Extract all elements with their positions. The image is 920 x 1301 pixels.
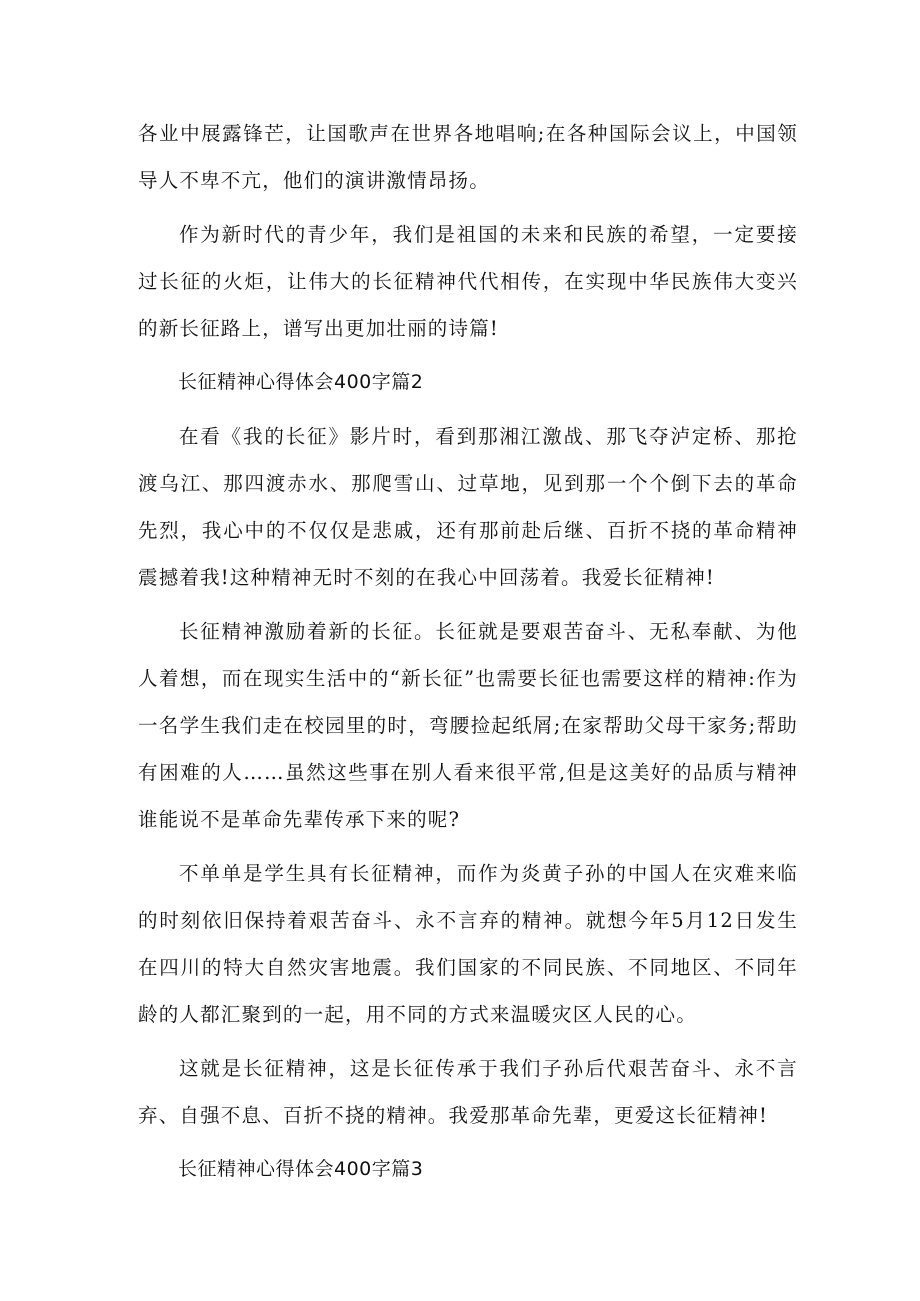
paragraph-film-viewing: 在看《我的长征》影片时，看到那湘江激战、那飞夺泸定桥、那抢渡乌江、那四渡赤水、那爬雪山、过草地，见到那一个个倒下去的革命先烈，我心中的不仅仅是悲戚，还有那前赴后继、百折不挠的革命精神震撼着我!这种精神无时不刻的在我心中回荡着。我爱长征精神! (138, 425, 798, 589)
paragraph-conclusion: 这就是长征精神，这是长征传承于我们子孙后代艰苦奋斗、永不言弃、自强不息、百折不挠的精神。我爱那革命先辈，更爱这长征精神! (138, 1057, 798, 1127)
paragraph-continued: 各业中展露锋芒，让国歌声在世界各地唱响;在各种国际会议上，中国领导人不卑不亢，他们的演讲激情昂扬。 (138, 122, 798, 192)
paragraph-youth-mission: 作为新时代的青少年，我们是祖国的未来和民族的希望，一定要接过长征的火炬，让伟大的长征精神代代相传，在实现中华民族伟大变兴的新长征路上，谱写出更加壮丽的诗篇! (138, 223, 798, 340)
document-body (138, 110, 798, 1200)
paragraph-disaster-spirit: 不单单是学生具有长征精神，而作为炎黄子孙的中国人在灾难来临的时刻依旧保持着艰苦奋斗、永不言弃的精神。就想今年5月12日发生在四川的特大自然灾害地震。我们国家的不同民族、不同地区、不同年龄的人都汇聚到的一起，用不同的方式来温暖灾区人民的心。 (138, 862, 798, 1026)
section-heading-2: 长征精神心得体会400字篇2 (178, 371, 424, 393)
section-heading-3: 长征精神心得体会400字篇3 (178, 1158, 424, 1180)
paragraph-new-long-march: 长征精神激励着新的长征。长征就是要艰苦奋斗、无私奉献、为他人着想，而在现实生活中的“新长征”也需要长征也需要这样的精神:作为一名学生我们走在校园里的时，弯腰捡起纸屑;在家帮助父母干家务;帮助有困难的人……虽然这些事在别人看来很平常,但是这美好的品质与精神谁能说不是革命先辈传承下来的呢? (138, 620, 798, 831)
